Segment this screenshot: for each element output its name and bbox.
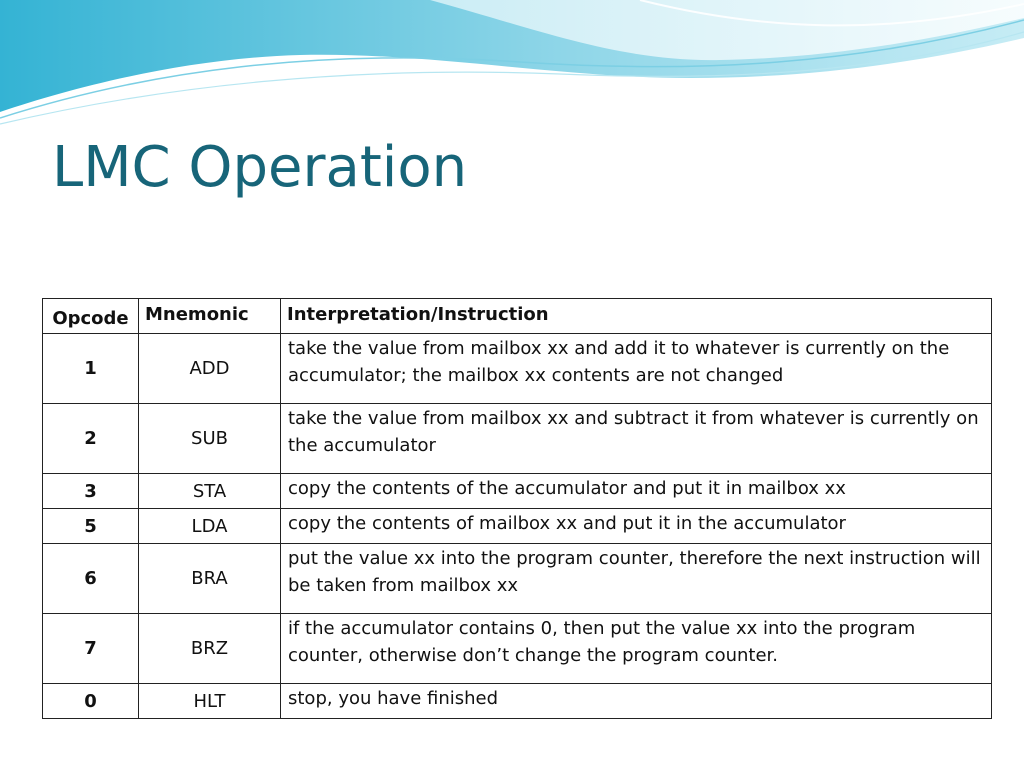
opcode-cell: 7 — [43, 614, 139, 684]
mnemonic-cell: LDA — [139, 509, 281, 544]
instruction-cell: take the value from mailbox xx and add it to whatever is currently on the accumulator; the mailbox xx contents are not changed — [281, 334, 992, 404]
instruction-cell: if the accumulator contains 0, then put the value xx into the program counter, otherwise don’t change the program counter. — [281, 614, 992, 684]
opcode-cell: 3 — [43, 474, 139, 509]
table-row — [43, 614, 992, 684]
instruction-cell: put the value xx into the program counter, therefore the next instruction will be taken from mailbox xx — [281, 544, 992, 614]
mnemonic-cell: BRZ — [139, 614, 281, 684]
opcode-cell: 0 — [43, 684, 139, 719]
opcode-cell: 1 — [43, 334, 139, 404]
mnemonic-cell: HLT — [139, 684, 281, 719]
table-row — [43, 684, 992, 719]
instruction-cell: copy the contents of mailbox xx and put it in the accumulator — [281, 509, 992, 544]
table-header-row — [43, 299, 992, 334]
mnemonic-cell: SUB — [139, 404, 281, 474]
header-opcode: Opcode — [43, 299, 139, 334]
table-row — [43, 544, 992, 614]
instruction-cell: stop, you have finished — [281, 684, 992, 719]
slide-title: LMC Operation — [52, 135, 468, 200]
table-row — [43, 334, 992, 404]
instruction-cell: copy the contents of the accumulator and put it in mailbox xx — [281, 474, 992, 509]
header-interpretation: Interpretation/Instruction — [281, 299, 992, 334]
opcode-cell: 2 — [43, 404, 139, 474]
table-row — [43, 474, 992, 509]
mnemonic-cell: STA — [139, 474, 281, 509]
table-row — [43, 509, 992, 544]
mnemonic-cell: BRA — [139, 544, 281, 614]
opcode-cell: 6 — [43, 544, 139, 614]
header-wave-decoration — [0, 0, 1024, 130]
header-mnemonic: Mnemonic — [139, 299, 281, 334]
mnemonic-cell: ADD — [139, 334, 281, 404]
lmc-operations-table — [42, 298, 992, 719]
instruction-cell: take the value from mailbox xx and subtract it from whatever is currently on the accumulator — [281, 404, 992, 474]
table-row — [43, 404, 992, 474]
opcode-cell: 5 — [43, 509, 139, 544]
